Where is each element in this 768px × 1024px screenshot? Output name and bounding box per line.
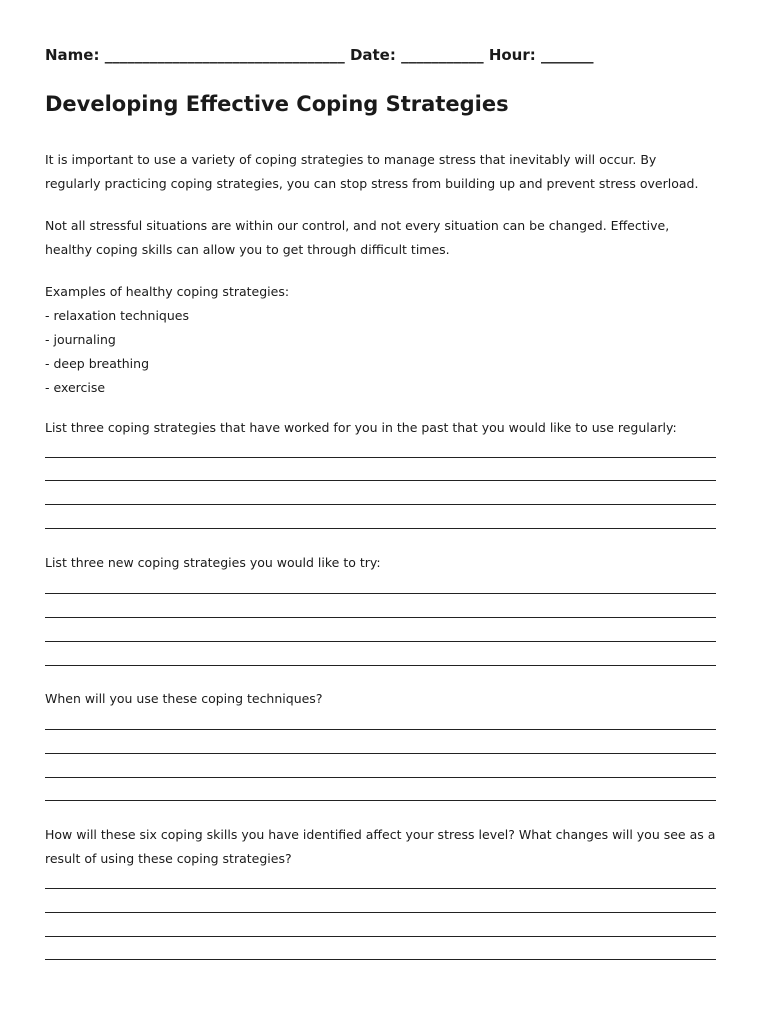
list-item: - relaxation techniques [45,308,189,323]
intro-line-1: It is important to use a variety of coping strategies to manage stress that inevitably will occur. By [45,152,657,167]
answer-line[interactable] [45,959,716,960]
answer-line[interactable] [45,593,716,594]
answer-line[interactable] [45,888,716,889]
intro-line-2: regularly practicing coping strategies, you can stop stress from building up and prevent stress overload. [45,176,699,191]
answer-line[interactable] [45,729,716,730]
answer-line[interactable] [45,800,716,801]
answer-line[interactable] [45,528,716,529]
answer-line[interactable] [45,936,716,937]
answer-line[interactable] [45,504,716,505]
control-line-1: Not all stressful situations are within our control, and not every situation can be changed. Effective, [45,218,670,233]
control-line-2: healthy coping skills can allow you to get through difficult times. [45,242,450,257]
list-item: - deep breathing [45,356,150,371]
answer-line[interactable] [45,753,716,754]
control-paragraph [45,214,721,262]
page-title: Developing Effective Coping Strategies [45,92,509,116]
question-2-text: List three new coping strategies you would like to try: [45,555,381,570]
intro-paragraph [45,148,721,196]
question-1-text: List three coping strategies that have worked for you in the past that you would like to use regularly: [45,420,677,435]
name-field[interactable]: Name: ________________________________ [45,46,345,64]
answer-line[interactable] [45,617,716,618]
question-2 [45,551,721,575]
hour-field[interactable]: Hour: _______ [488,46,594,64]
question-4 [45,823,721,871]
worksheet-page [45,0,721,1024]
date-field[interactable]: Date: ___________ [349,46,484,64]
answer-line[interactable] [45,480,716,481]
answer-line[interactable] [45,665,716,666]
answer-line[interactable] [45,641,716,642]
answer-line[interactable] [45,457,716,458]
question-3-text: When will you use these coping techniques? [45,691,323,706]
question-1 [45,416,721,440]
question-4-text-line-2: result of using these coping strategies? [45,851,292,866]
list-item: - journaling [45,332,116,347]
question-3 [45,687,721,711]
answer-line[interactable] [45,912,716,913]
question-4-text-line-1: How will these six coping skills you have identified affect your stress level? What changes will you see as a [45,827,716,842]
examples-heading: Examples of healthy coping strategies: [45,284,290,299]
examples-list [45,280,721,400]
answer-line[interactable] [45,777,716,778]
list-item: - exercise [45,380,106,395]
student-info-header [45,46,721,64]
